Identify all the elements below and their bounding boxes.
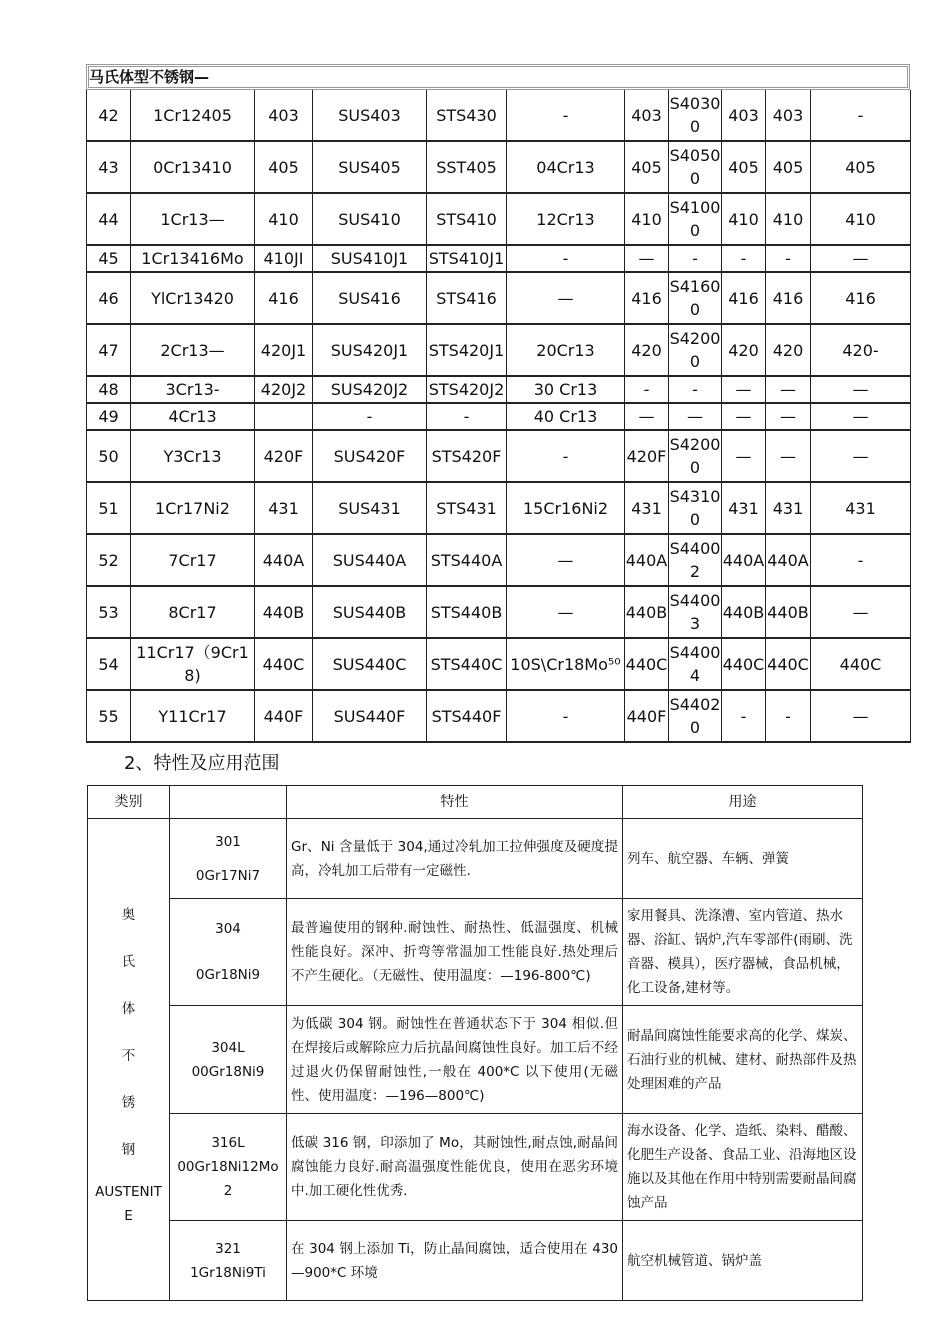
grade-bottom: 00Gr18Ni9: [191, 1063, 265, 1080]
grade-top: 304L: [211, 1039, 245, 1056]
china-grade: 3Cr13-: [131, 376, 255, 403]
feature-cell: 最普遍使用的钢种.耐蚀性、耐热性、低温强度、机械性能良好。深冲、折弯等常温加工性能良好.热处理后不产生硬化。（无磁性、使用温度：—196-800℃): [287, 899, 623, 1006]
grade-bottom: 0Gr17Ni7: [195, 867, 261, 884]
jis-grade: SUS403: [313, 90, 427, 141]
grade-code-c: 440B: [766, 586, 811, 638]
aisi-grade: [255, 403, 313, 430]
table-row: [88, 819, 863, 899]
table-row: [88, 899, 863, 1006]
aisi-grade: 440C: [255, 638, 313, 690]
grade-code-d: 416: [811, 272, 911, 324]
aisi-grade: 410: [255, 193, 313, 245]
gb-grade: 12Cr13: [507, 193, 625, 245]
usage-cell: 耐晶间腐蚀性能要求高的化学、煤炭、石油行业的机械、建材、耐热部件及热处理困难的产品: [623, 1006, 863, 1114]
category-latin: AUSTENITE: [95, 1183, 162, 1224]
row-number: 46: [87, 272, 131, 324]
grade-cell: [170, 819, 287, 899]
table-row: [87, 534, 911, 586]
gb-grade: 10S\Cr18Mo⁵⁰: [507, 638, 625, 690]
aisi-grade: 420J1: [255, 324, 313, 376]
grade-code-b: 405: [722, 141, 766, 193]
table-row: [87, 430, 911, 482]
ks-grade: STS420J1: [427, 324, 507, 376]
row-number: 51: [87, 482, 131, 534]
grade-bottom: 00Gr18Ni12Mo2: [177, 1159, 279, 1199]
aisi-grade: 440A: [255, 534, 313, 586]
ks-grade: STS440C: [427, 638, 507, 690]
uns-grade: -: [669, 245, 722, 272]
uns-grade: S44004: [669, 638, 722, 690]
grade-top: 321: [215, 1240, 241, 1257]
ks-grade: STS420J2: [427, 376, 507, 403]
usage-cell: 航空机械管道、锅炉盖: [623, 1221, 863, 1301]
grade-code-a: 405: [625, 141, 669, 193]
usage-cell: 列车、航空器、车辆、弹簧: [623, 819, 863, 899]
row-number: 42: [87, 90, 131, 141]
category-char: 奥: [121, 906, 136, 923]
ks-grade: STS440B: [427, 586, 507, 638]
grade-code-d: 405: [811, 141, 911, 193]
header-feature: 特性: [287, 786, 623, 819]
grade-code-d: 420-: [811, 324, 911, 376]
gb-grade: —: [507, 272, 625, 324]
aisi-grade: 440B: [255, 586, 313, 638]
grade-cell: [170, 1221, 287, 1301]
grade-table-caption: 马氏体型不锈钢—: [86, 64, 910, 90]
aisi-grade: 431: [255, 482, 313, 534]
jis-grade: SUS405: [313, 141, 427, 193]
grade-code-c: 440A: [766, 534, 811, 586]
table-row: [87, 245, 911, 272]
jis-grade: SUS416: [313, 272, 427, 324]
table-row: [87, 324, 911, 376]
grade-code-b: 420: [722, 324, 766, 376]
table-row: [88, 1114, 863, 1221]
uns-grade: S43100: [669, 482, 722, 534]
china-grade: 2Cr13—: [131, 324, 255, 376]
grade-code-a: 431: [625, 482, 669, 534]
jis-grade: SUS431: [313, 482, 427, 534]
grade-table-container: [86, 64, 910, 743]
grade-code-c: 431: [766, 482, 811, 534]
header-grade: [170, 786, 287, 819]
jis-grade: SUS440F: [313, 690, 427, 742]
grade-code-b: -: [722, 245, 766, 272]
gb-grade: -: [507, 690, 625, 742]
grade-code-a: 440F: [625, 690, 669, 742]
grade-code-b: —: [722, 376, 766, 403]
grade-code-d: —: [811, 376, 911, 403]
grade-code-d: —: [811, 586, 911, 638]
grade-code-b: —: [722, 430, 766, 482]
ks-grade: STS410: [427, 193, 507, 245]
header-usage: 用途: [623, 786, 863, 819]
grade-code-d: —: [811, 245, 911, 272]
grade-code-d: -: [811, 90, 911, 141]
ks-grade: STS420F: [427, 430, 507, 482]
grade-code-c: —: [766, 430, 811, 482]
grade-table: [86, 90, 911, 743]
grade-code-b: 440A: [722, 534, 766, 586]
properties-table: [87, 785, 863, 1301]
grade-code-d: 440C: [811, 638, 911, 690]
table-row: [87, 193, 911, 245]
grade-code-b: 440B: [722, 586, 766, 638]
jis-grade: SUS440A: [313, 534, 427, 586]
grade-code-a: 403: [625, 90, 669, 141]
grade-code-c: -: [766, 245, 811, 272]
uns-grade: S40500: [669, 141, 722, 193]
row-number: 53: [87, 586, 131, 638]
feature-cell: 低碳 316 钢，印添加了 Mo，其耐蚀性,耐点蚀,耐晶间腐蚀能力良好.耐高温强度性能优良，使用在恶劣环境中.加工硬化性优秀.: [287, 1114, 623, 1221]
aisi-grade: 405: [255, 141, 313, 193]
china-grade: 1Cr13—: [131, 193, 255, 245]
ks-grade: STS430: [427, 90, 507, 141]
row-number: 49: [87, 403, 131, 430]
jis-grade: SUS410: [313, 193, 427, 245]
table-row: [87, 403, 911, 430]
row-number: 48: [87, 376, 131, 403]
china-grade: 11Cr17（9Cr18): [131, 638, 255, 690]
grade-code-a: 420: [625, 324, 669, 376]
gb-grade: 15Cr16Ni2: [507, 482, 625, 534]
gb-grade: -: [507, 245, 625, 272]
feature-cell: Gr、Ni 含量低于 304,通过冷轧加工拉伸强度及硬度提高，冷轧加工后带有一定磁性.: [287, 819, 623, 899]
section-title: 2、特性及应用范围: [124, 753, 280, 774]
grade-code-c: 410: [766, 193, 811, 245]
grade-code-c: —: [766, 403, 811, 430]
china-grade: YlCr13420: [131, 272, 255, 324]
grade-top: 301: [215, 833, 241, 850]
uns-grade: S40300: [669, 90, 722, 141]
china-grade: 8Cr17: [131, 586, 255, 638]
row-number: 50: [87, 430, 131, 482]
table-row: [88, 1006, 863, 1114]
grade-code-d: —: [811, 430, 911, 482]
row-number: 47: [87, 324, 131, 376]
aisi-grade: 420J2: [255, 376, 313, 403]
china-grade: 1Cr17Ni2: [131, 482, 255, 534]
uns-grade: S44002: [669, 534, 722, 586]
uns-grade: -: [669, 376, 722, 403]
grade-code-c: 440C: [766, 638, 811, 690]
table-row: [87, 272, 911, 324]
gb-grade: 20Cr13: [507, 324, 625, 376]
grade-code-c: -: [766, 690, 811, 742]
gb-grade: 30 Cr13: [507, 376, 625, 403]
china-grade: 0Cr13410: [131, 141, 255, 193]
category-cell: [88, 819, 170, 1301]
table-row: [87, 376, 911, 403]
grade-cell: [170, 1006, 287, 1114]
grade-code-b: 440C: [722, 638, 766, 690]
uns-grade: S42000: [669, 324, 722, 376]
ks-grade: STS440A: [427, 534, 507, 586]
ks-grade: STS431: [427, 482, 507, 534]
table-row: [87, 90, 911, 141]
table-row: [87, 586, 911, 638]
grade-code-a: 410: [625, 193, 669, 245]
grade-code-c: —: [766, 376, 811, 403]
china-grade: 4Cr13: [131, 403, 255, 430]
uns-grade: S41600: [669, 272, 722, 324]
jis-grade: SUS420F: [313, 430, 427, 482]
row-number: 44: [87, 193, 131, 245]
grade-code-b: —: [722, 403, 766, 430]
uns-grade: S42000: [669, 430, 722, 482]
china-grade: 1Cr12405: [131, 90, 255, 141]
feature-cell: 在 304 钢上添加 Ti，防止晶间腐蚀，适合使用在 430—900*C 环境: [287, 1221, 623, 1301]
category-char: 钢: [121, 1141, 136, 1158]
grade-code-a: 416: [625, 272, 669, 324]
ks-grade: SST405: [427, 141, 507, 193]
category-char: 体: [121, 1000, 136, 1017]
grade-bottom: 0Gr18Ni9: [195, 967, 261, 983]
gb-grade: -: [507, 90, 625, 141]
aisi-grade: 410JI: [255, 245, 313, 272]
jis-grade: SUS420J2: [313, 376, 427, 403]
grade-code-d: 410: [811, 193, 911, 245]
aisi-grade: 420F: [255, 430, 313, 482]
uns-grade: S44020: [669, 690, 722, 742]
row-number: 54: [87, 638, 131, 690]
china-grade: Y3Cr13: [131, 430, 255, 482]
table-row: [87, 141, 911, 193]
grade-code-c: 416: [766, 272, 811, 324]
grade-code-b: -: [722, 690, 766, 742]
grade-top: 304: [215, 921, 241, 937]
jis-grade: -: [313, 403, 427, 430]
grade-code-c: 420: [766, 324, 811, 376]
jis-grade: SUS410J1: [313, 245, 427, 272]
uns-grade: —: [669, 403, 722, 430]
grade-code-b: 416: [722, 272, 766, 324]
china-grade: 1Cr13416Mo: [131, 245, 255, 272]
grade-code-c: 405: [766, 141, 811, 193]
gb-grade: -: [507, 430, 625, 482]
row-number: 43: [87, 141, 131, 193]
table-row: [87, 638, 911, 690]
grade-bottom: 1Gr18Ni9Ti: [190, 1264, 266, 1281]
aisi-grade: 416: [255, 272, 313, 324]
grade-code-a: 440A: [625, 534, 669, 586]
grade-code-a: 440C: [625, 638, 669, 690]
gb-grade: 40 Cr13: [507, 403, 625, 430]
grade-code-d: —: [811, 403, 911, 430]
properties-header-row: [88, 786, 863, 819]
table-row: [87, 690, 911, 742]
row-number: 45: [87, 245, 131, 272]
gb-grade: 04Cr13: [507, 141, 625, 193]
gb-grade: —: [507, 586, 625, 638]
ks-grade: STS440F: [427, 690, 507, 742]
grade-top: 316L: [211, 1135, 245, 1151]
table-row: [88, 1221, 863, 1301]
grade-code-b: 403: [722, 90, 766, 141]
china-grade: 7Cr17: [131, 534, 255, 586]
grade-code-a: —: [625, 403, 669, 430]
grade-code-d: -: [811, 534, 911, 586]
category-char: 氏: [121, 953, 136, 970]
grade-code-a: 420F: [625, 430, 669, 482]
grade-code-a: -: [625, 376, 669, 403]
jis-grade: SUS440B: [313, 586, 427, 638]
row-number: 52: [87, 534, 131, 586]
aisi-grade: 403: [255, 90, 313, 141]
category-char: 不: [121, 1047, 136, 1064]
uns-grade: S41000: [669, 193, 722, 245]
grade-code-a: 440B: [625, 586, 669, 638]
table-row: [87, 482, 911, 534]
grade-cell: [170, 1114, 287, 1221]
ks-grade: STS416: [427, 272, 507, 324]
uns-grade: S44003: [669, 586, 722, 638]
ks-grade: STS410J1: [427, 245, 507, 272]
grade-code-d: —: [811, 690, 911, 742]
row-number: 55: [87, 690, 131, 742]
feature-cell: 为低碳 304 钢。耐蚀性在普通状态下于 304 相似.但在焊接后或解除应力后抗晶间腐蚀性良好。加工后不经过退火仍保留耐蚀性,一般在 400*C 以下使用(无磁性、使用温度：—196—800℃): [287, 1006, 623, 1114]
jis-grade: SUS440C: [313, 638, 427, 690]
aisi-grade: 440F: [255, 690, 313, 742]
ks-grade: -: [427, 403, 507, 430]
grade-code-d: 431: [811, 482, 911, 534]
category-char: 锈: [121, 1094, 136, 1111]
gb-grade: —: [507, 534, 625, 586]
grade-code-a: —: [625, 245, 669, 272]
usage-cell: 家用餐具、洗涤漕、室内管道、热水器、浴缸、锅炉,汽车零部件(雨刷、洗音器、模具），医疗器械，食品机械，化工设备,建材等。: [623, 899, 863, 1006]
usage-cell: 海水设备、化学、造纸、染料、醋酸、化肥生产设备、食品工业、沿海地区设施以及其他在作用中特别需要耐晶间腐蚀产品: [623, 1114, 863, 1221]
china-grade: Y11Cr17: [131, 690, 255, 742]
jis-grade: SUS420J1: [313, 324, 427, 376]
header-category: 类别: [88, 786, 170, 819]
grade-code-b: 410: [722, 193, 766, 245]
grade-cell: [170, 899, 287, 1006]
grade-code-b: 431: [722, 482, 766, 534]
grade-code-c: 403: [766, 90, 811, 141]
